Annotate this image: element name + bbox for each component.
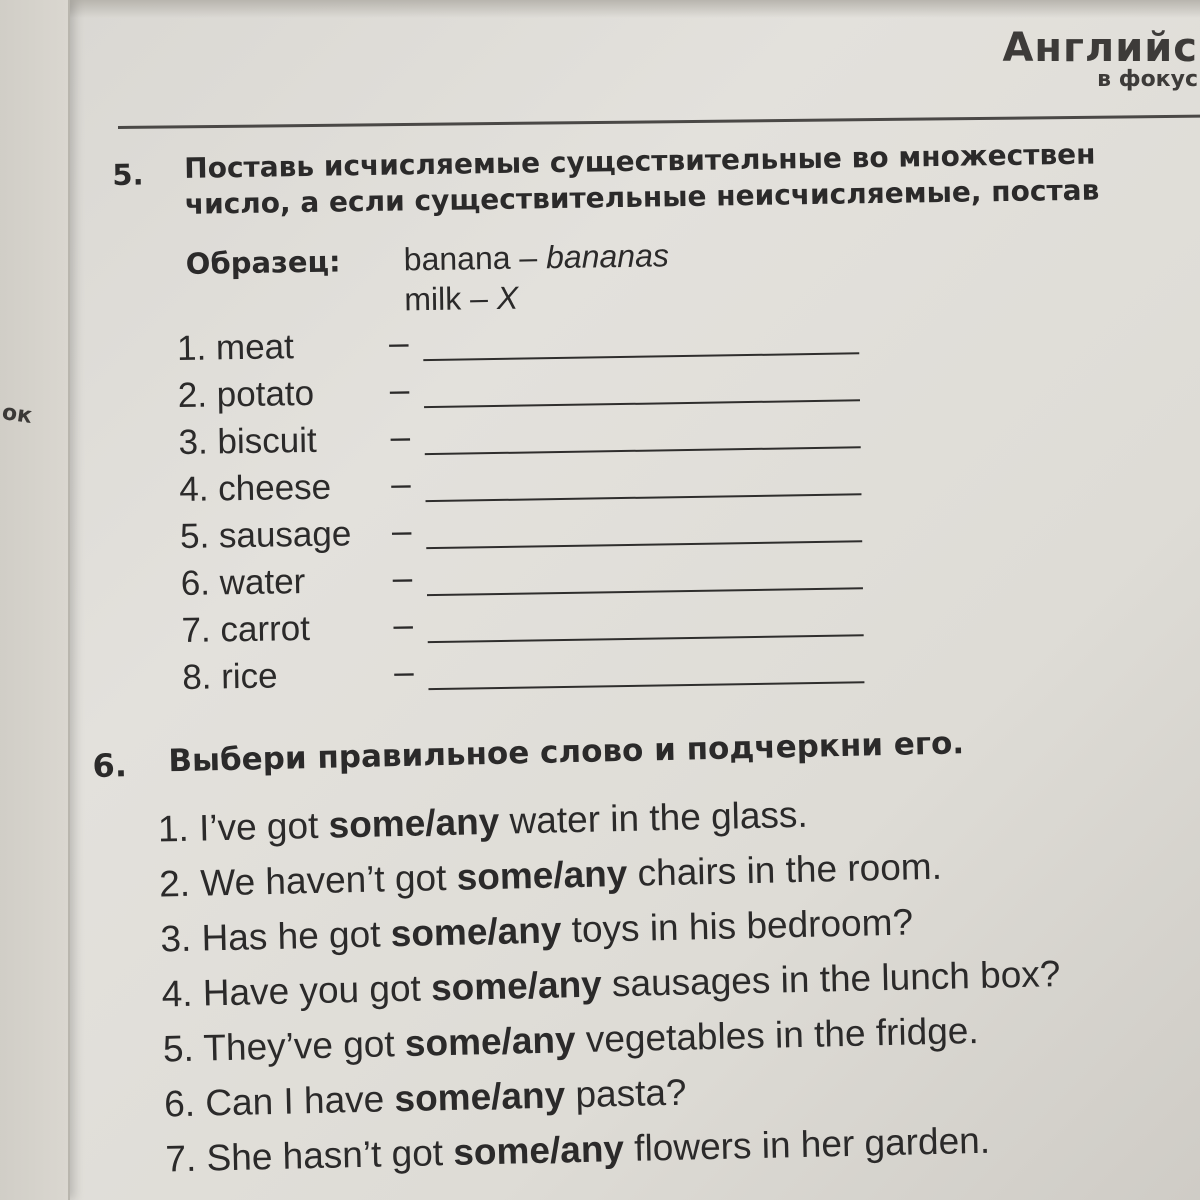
word-row [179,511,412,564]
dash: – [393,605,414,645]
word-row [177,370,410,423]
word-choice[interactable]: some/any [456,852,628,898]
sentence-start: 7. She hasn’t got [164,1131,454,1180]
sample-separator: – [460,279,498,317]
dash: – [390,464,412,504]
exercise-number: 6. [92,746,128,785]
word-item: 6. water [180,562,306,603]
brand-subtitle: в фокус [1097,67,1198,92]
word-item: 8. rice [181,656,278,697]
word-row [178,417,411,470]
word-choice[interactable]: some/any [404,1019,577,1064]
exercise-instruction: Выбери правильное слово и подчеркни его. [167,725,965,780]
header-divider [118,115,1200,129]
sentence-start: 2. We haven’t got [158,856,458,905]
sample-line [403,237,669,278]
word-choice[interactable]: some/any [430,963,603,1009]
word-choice[interactable]: some/any [390,909,562,955]
word-item: 7. carrot [181,608,311,650]
sentence-start: 6. Can I have [163,1078,395,1125]
sample-word: banana [403,239,511,278]
answer-blank[interactable] [423,352,859,361]
sentence-start: 3. Has he got [159,913,392,960]
sample-answer: bananas [545,237,670,276]
sample-word: milk [404,280,462,318]
answer-blank[interactable] [427,587,863,596]
word-row [180,558,413,611]
instruction-line-1: Поставь исчисляемые существительные во множествен [184,137,1096,185]
word-choice[interactable]: some/any [394,1074,566,1120]
sample-answer: X [496,279,519,316]
sentence-end: chairs in the room. [626,845,943,894]
dash: – [392,558,413,598]
brand-title: Английс [1002,25,1198,71]
answer-blank[interactable] [425,446,861,455]
dash: – [388,323,409,363]
brand-logo [1002,25,1198,92]
dash: – [393,652,414,692]
sentence-start: 5. They’ve got [162,1022,406,1070]
sentence-list [157,781,1064,1186]
exercise-instruction [184,134,1200,223]
sentence-end: vegetables in the fridge. [575,1009,980,1061]
answer-blank[interactable] [426,540,862,549]
sentence-end: flowers in her garden. [623,1119,991,1170]
word-row [181,605,414,658]
answer-blank[interactable] [426,493,862,502]
sentence-start: 1. I’ve got [157,804,330,850]
word-item: 3. biscuit [178,420,317,462]
sentence-end: water in the glass. [498,793,809,842]
dash: – [389,370,410,410]
word-row [181,652,414,705]
dash: – [391,511,412,551]
answer-blank[interactable] [428,681,864,690]
instruction-line-2: число, а если существительные неисчисляемые, постав [184,173,1100,221]
word-item: 5. sausage [179,514,352,556]
word-row [179,464,412,517]
previous-page-edge [0,0,70,1200]
word-item: 2. potato [177,373,315,415]
sentence-end: pasta? [564,1071,687,1116]
sample-separator: – [510,239,547,276]
dash: – [390,417,411,457]
top-edge-shadow [0,0,1200,18]
word-list [176,323,414,705]
word-row [176,323,409,376]
sample-label: Образец: [185,244,341,281]
sentence-end: sausages in the lunch box? [601,953,1061,1005]
word-item: 4. cheese [179,467,332,509]
margin-word: ок [0,400,34,429]
sentence-end: toys in his bedroom? [560,901,914,951]
sample-line [404,280,518,319]
sentence-start: 4. Have you got [161,967,432,1015]
answer-blank[interactable] [428,634,864,643]
word-choice[interactable]: some/any [328,800,500,846]
word-item: 1. meat [176,327,295,368]
exercise-number: 5. [112,157,144,192]
answer-blank[interactable] [424,399,860,408]
word-choice[interactable]: some/any [452,1128,625,1173]
